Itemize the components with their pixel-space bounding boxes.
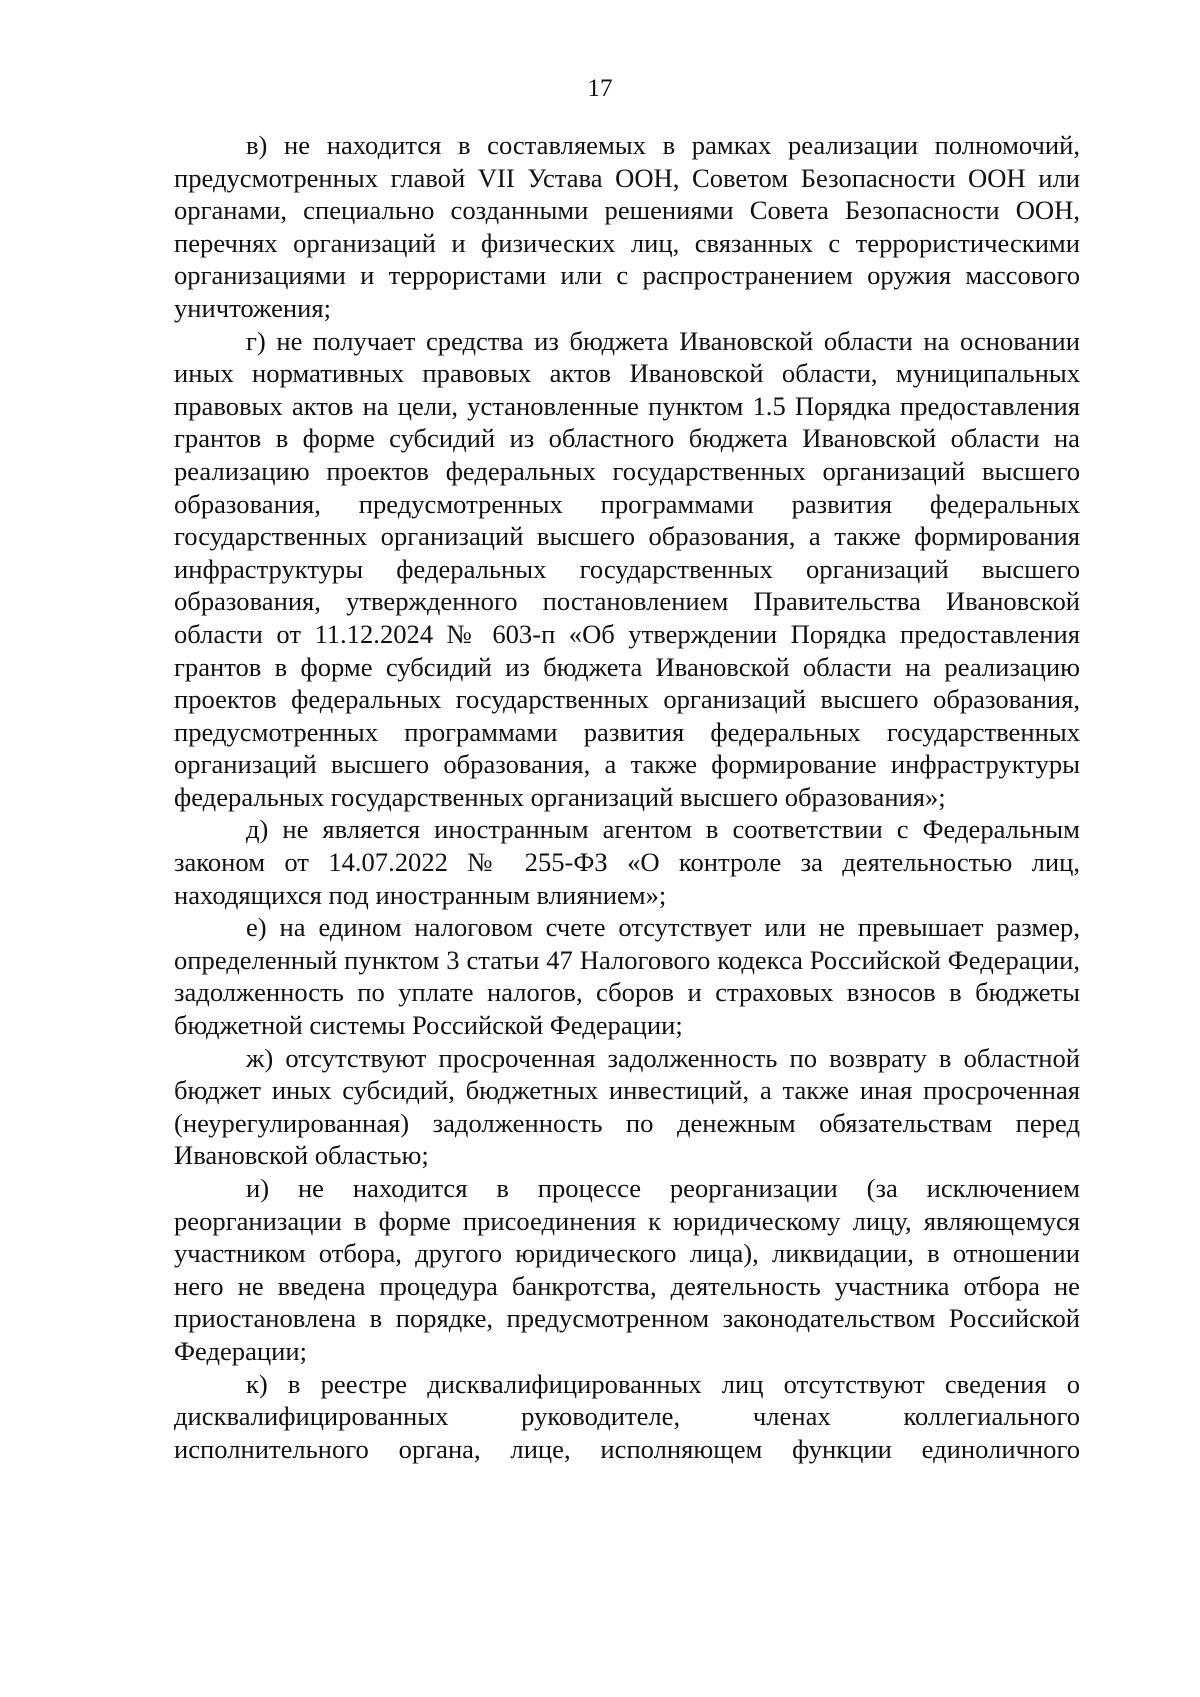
- document-body: [174, 129, 1080, 1465]
- paragraph-zh: ж) отсутствуют просроченная задолженность по возврату в областной бюджет иных субсидий, бюджетных инвестиций, а также иная просроченная (неурегулированная) задолженность по денежным обязательствам перед Ивановской областью;: [174, 1042, 1080, 1171]
- paragraph-d: д) не является иностранным агентом в соответствии с Федеральным законом от 14.07.2022 № 255-ФЗ «О контроле за деятельностью лиц, находящихся под иностранным влиянием»;: [174, 814, 1080, 910]
- paragraph-i: и) не находится в процессе реорганизации (за исключением реорганизации в форме присоединения к юридическому лицу, являющемуся участником отбора, другого юридического лица), ликвидации, в отношении него не введена процедура банкротства, деятельность участника отбора не приостановлена в порядке, предусмотренном законодательством Российской Федерации;: [174, 1173, 1080, 1366]
- paragraph-e: е) на едином налоговом счете отсутствует или не превышает размер, определенный пунктом 3 статьи 47 Налогового кодекса Российской Федерации, задолженность по уплате налогов, сборов и страховых взносов в бюджеты бюджетной системы Российской Федерации;: [174, 912, 1080, 1041]
- paragraph-k: к) в реестре дисквалифицированных лиц отсутствуют сведения о дисквалифицированных руководителе, членах коллегиального исполнительного органа, лице, исполняющем функции единоличного: [174, 1368, 1080, 1464]
- paragraph-g: г) не получает средства из бюджета Ивановской области на основании иных нормативных правовых актов Ивановской области, муниципальных правовых актов на цели, установленные пунктом 1.5 Порядка предоставления грантов в форме субсидий из областного бюджета Ивановской области на реализацию проектов федеральных государственных организаций высшего образования, предусмотренных программами развития федеральных государственных организаций высшего образования, а также формирования инфраструктуры федеральных государственных организаций высшего образования, утвержденного постановлением Правительства Ивановской области от 11.12.2024 № 603-п «Об утверждении Порядка предоставления грантов в форме субсидий из бюджета Ивановской области на реализацию проектов федеральных государственных организаций высшего образования, предусмотренных программами развития федеральных государственных организаций высшего образования, а также формирование инфраструктуры федеральных государственных организаций высшего образования»;: [174, 325, 1080, 812]
- paragraph-v: в) не находится в составляемых в рамках реализации полномочий, предусмотренных главой VII Устава ООН, Советом Безопасности ООН или органами, специально созданными решениями Совета Безопасности ООН, перечнях организаций и физических лиц, связанных с террористическими организациями и террористами или с распространением оружия массового уничтожения;: [174, 130, 1080, 323]
- page-number: 17: [587, 75, 613, 102]
